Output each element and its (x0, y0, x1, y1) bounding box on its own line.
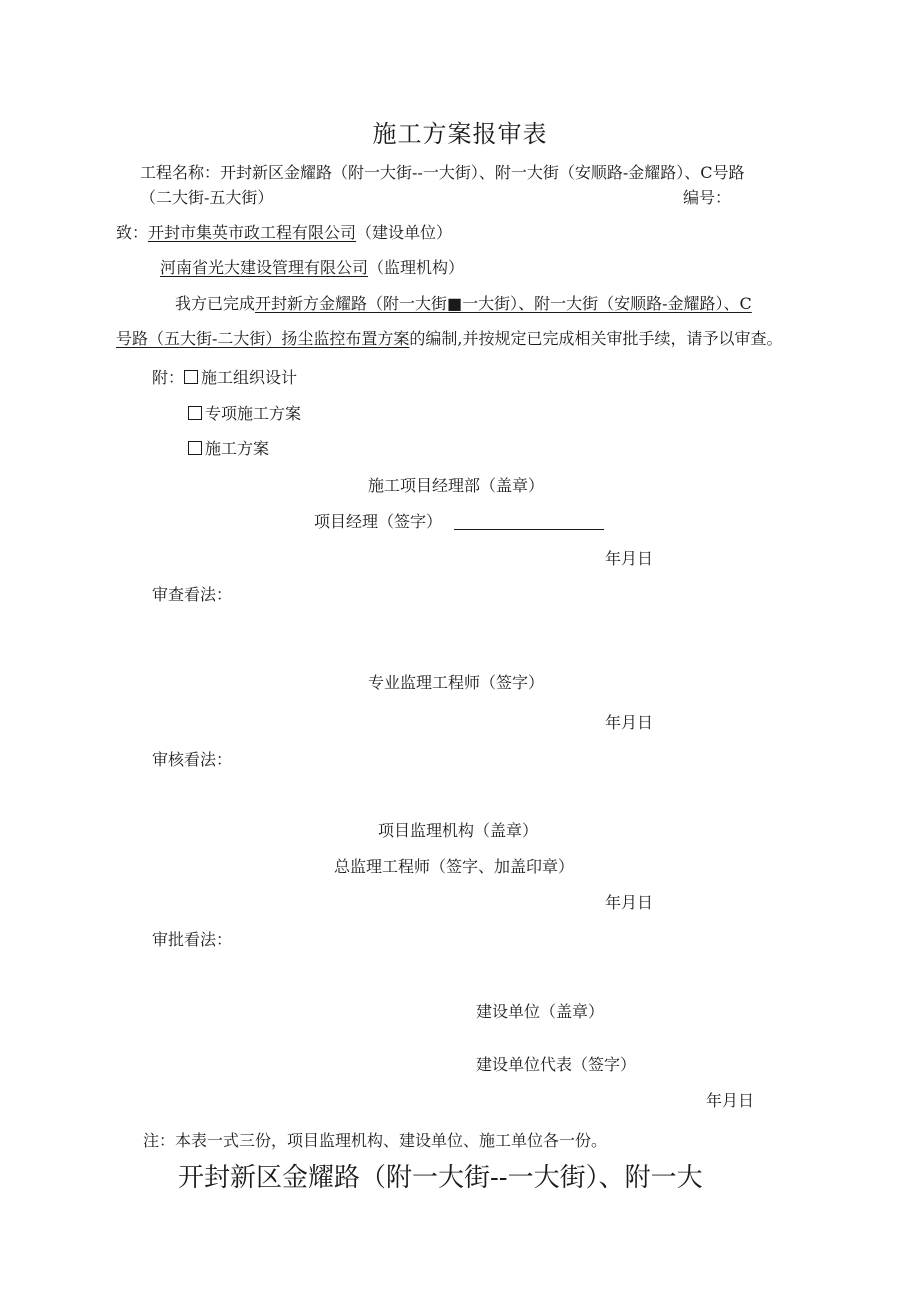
approval-unit: 建设单位（盖章） (476, 1002, 605, 1021)
review-date: 年月日 (605, 713, 654, 732)
review-engineer: 专业监理工程师（签字） (368, 673, 545, 692)
approval-rep: 建设单位代表（签字） (476, 1055, 637, 1074)
body-suffix: 的编制,并按规定已完成相关审批手续，请予以审查。 (409, 329, 783, 348)
approval-label: 审批看法： (152, 930, 233, 949)
checkbox-special-plan[interactable] (188, 406, 202, 420)
page-title: 施工方案报审表 (372, 120, 548, 148)
number-label: 编号： (683, 188, 732, 207)
to-label: 致： (116, 223, 149, 242)
plan-name-part2: 号路（五大街-二大街）扬尘监控布置方案 (116, 329, 410, 348)
audit-label: 审核看法： (152, 750, 233, 769)
supervisor-role: （监理机构） (368, 258, 465, 277)
checkbox-construction-plan[interactable] (188, 441, 202, 455)
recipient-supervisor-line (160, 258, 464, 278)
review-label: 审查看法： (152, 585, 233, 604)
recipient-client-line (116, 223, 452, 243)
attachment-item-2 (188, 404, 301, 424)
attachment-label-2: 专项施工方案 (205, 404, 302, 423)
contractor-date: 年月日 (605, 549, 654, 568)
attachments-label: 附： (152, 368, 185, 387)
manager-signature-field[interactable] (454, 529, 604, 530)
manager-signature-line (314, 512, 604, 532)
footer-heading: 开封新区金耀路（附一大街--一大街）、附一大 (178, 1163, 703, 1193)
body-line1 (175, 294, 752, 314)
audit-org: 项目监理机构（盖章） (378, 821, 539, 840)
attachment-item-3 (188, 439, 269, 459)
body-prefix: 我方已完成 (175, 294, 256, 313)
project-name: 开封新区金耀路（附一大街--一大街）、附一大街（安顺路-金耀路）、C号路 (220, 163, 745, 182)
project-label: 工程名称： (140, 163, 221, 182)
attachment-label-1: 施工组织设计 (201, 368, 298, 387)
audit-date: 年月日 (605, 893, 654, 912)
plan-name-part1: 开封新方金耀路（附一大街■一大街）、附一大街（安顺路-金耀路）、C (255, 294, 752, 313)
client-role: （建设单位） (356, 223, 453, 242)
form-note: 注：本表一式三份，项目监理机构、建设单位、施工单位各一份。 (143, 1131, 608, 1150)
body-line2 (116, 329, 783, 349)
checkbox-org-design[interactable] (184, 370, 198, 384)
audit-chief: 总监理工程师（签字、加盖印章） (334, 857, 575, 876)
project-name-line2: （二大街-五大街） (140, 188, 274, 207)
client-name: 开封市集英市政工程有限公司 (148, 223, 357, 242)
approval-date: 年月日 (706, 1091, 755, 1110)
attachment-label-3: 施工方案 (205, 439, 270, 458)
supervisor-name: 河南省光大建设管理有限公司 (160, 258, 369, 277)
manager-label: 项目经理（签字） (314, 512, 443, 531)
contractor-dept: 施工项目经理部（盖章） (368, 476, 545, 495)
project-name-line1 (140, 163, 744, 183)
attachment-item-1 (152, 368, 297, 388)
